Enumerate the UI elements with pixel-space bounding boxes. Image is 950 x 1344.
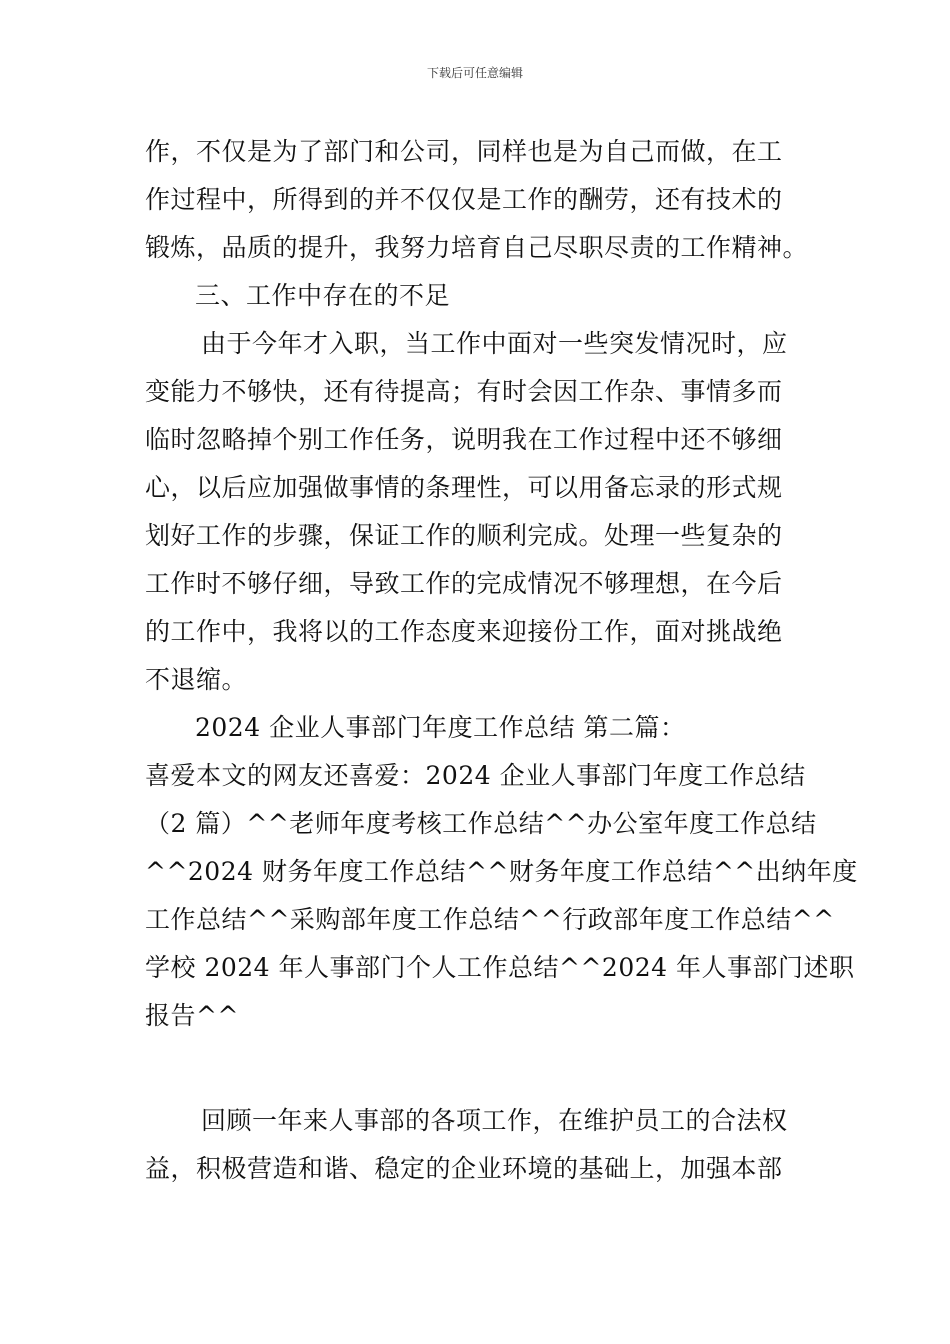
text-line: 作过程中，所得到的并不仅仅是工作的酬劳，还有技术的	[145, 185, 783, 214]
text-line: 益，积极营造和谐、稳定的企业环境的基础上，加强本部	[145, 1154, 783, 1183]
related-articles-line: 报告^^	[145, 1001, 239, 1030]
paragraph-gap	[145, 1040, 817, 1097]
related-articles-line: （2 篇）^^老师年度考核工作总结^^办公室年度工作总结	[145, 809, 817, 838]
article-title: 2024 企业人事部门年度工作总结 第二篇：	[195, 713, 686, 742]
related-articles-line: 工作总结^^采购部年度工作总结^^行政部年度工作总结^^	[145, 905, 835, 934]
text-line: 作，不仅是为了部门和公司，同样也是为自己而做，在工	[145, 137, 783, 166]
section-heading: 三、工作中存在的不足	[195, 281, 451, 310]
text-line: 临时忽略掉个别工作任务，说明我在工作过程中还不够细	[145, 425, 783, 454]
text-line: 心，以后应加强做事情的条理性，可以用备忘录的形式规	[145, 473, 783, 502]
text-line: 工作时不够仔细，导致工作的完成情况不够理想，在今后	[145, 569, 783, 598]
related-articles-line: 喜爱本文的网友还喜爱：2024 企业人事部门年度工作总结	[145, 761, 806, 790]
document-body	[145, 128, 858, 1193]
text-line: 锻炼，品质的提升，我努力培育自己尽职尽责的工作精神。	[145, 233, 809, 262]
page-header: 下载后可任意编辑	[426, 66, 523, 80]
text-line: 变能力不够快，还有待提高；有时会因工作杂、事情多而	[145, 377, 783, 406]
related-articles-line: 学校 2024 年人事部门个人工作总结^^2024 年人事部门述职	[145, 953, 855, 982]
text-line: 划好工作的步骤，保证工作的顺利完成。处理一些复杂的	[145, 521, 783, 550]
text-line: 不退缩。	[145, 665, 248, 694]
text-line: 的工作中，我将以的工作态度来迎接份工作，面对挑战绝	[145, 617, 783, 646]
related-articles-line: ^^2024 财务年度工作总结^^财务年度工作总结^^出纳年度	[145, 857, 858, 886]
text-line: 回顾一年来人事部的各项工作，在维护员工的合法权	[201, 1106, 788, 1135]
text-line: 由于今年才入职，当工作中面对一些突发情况时，应	[201, 329, 788, 358]
